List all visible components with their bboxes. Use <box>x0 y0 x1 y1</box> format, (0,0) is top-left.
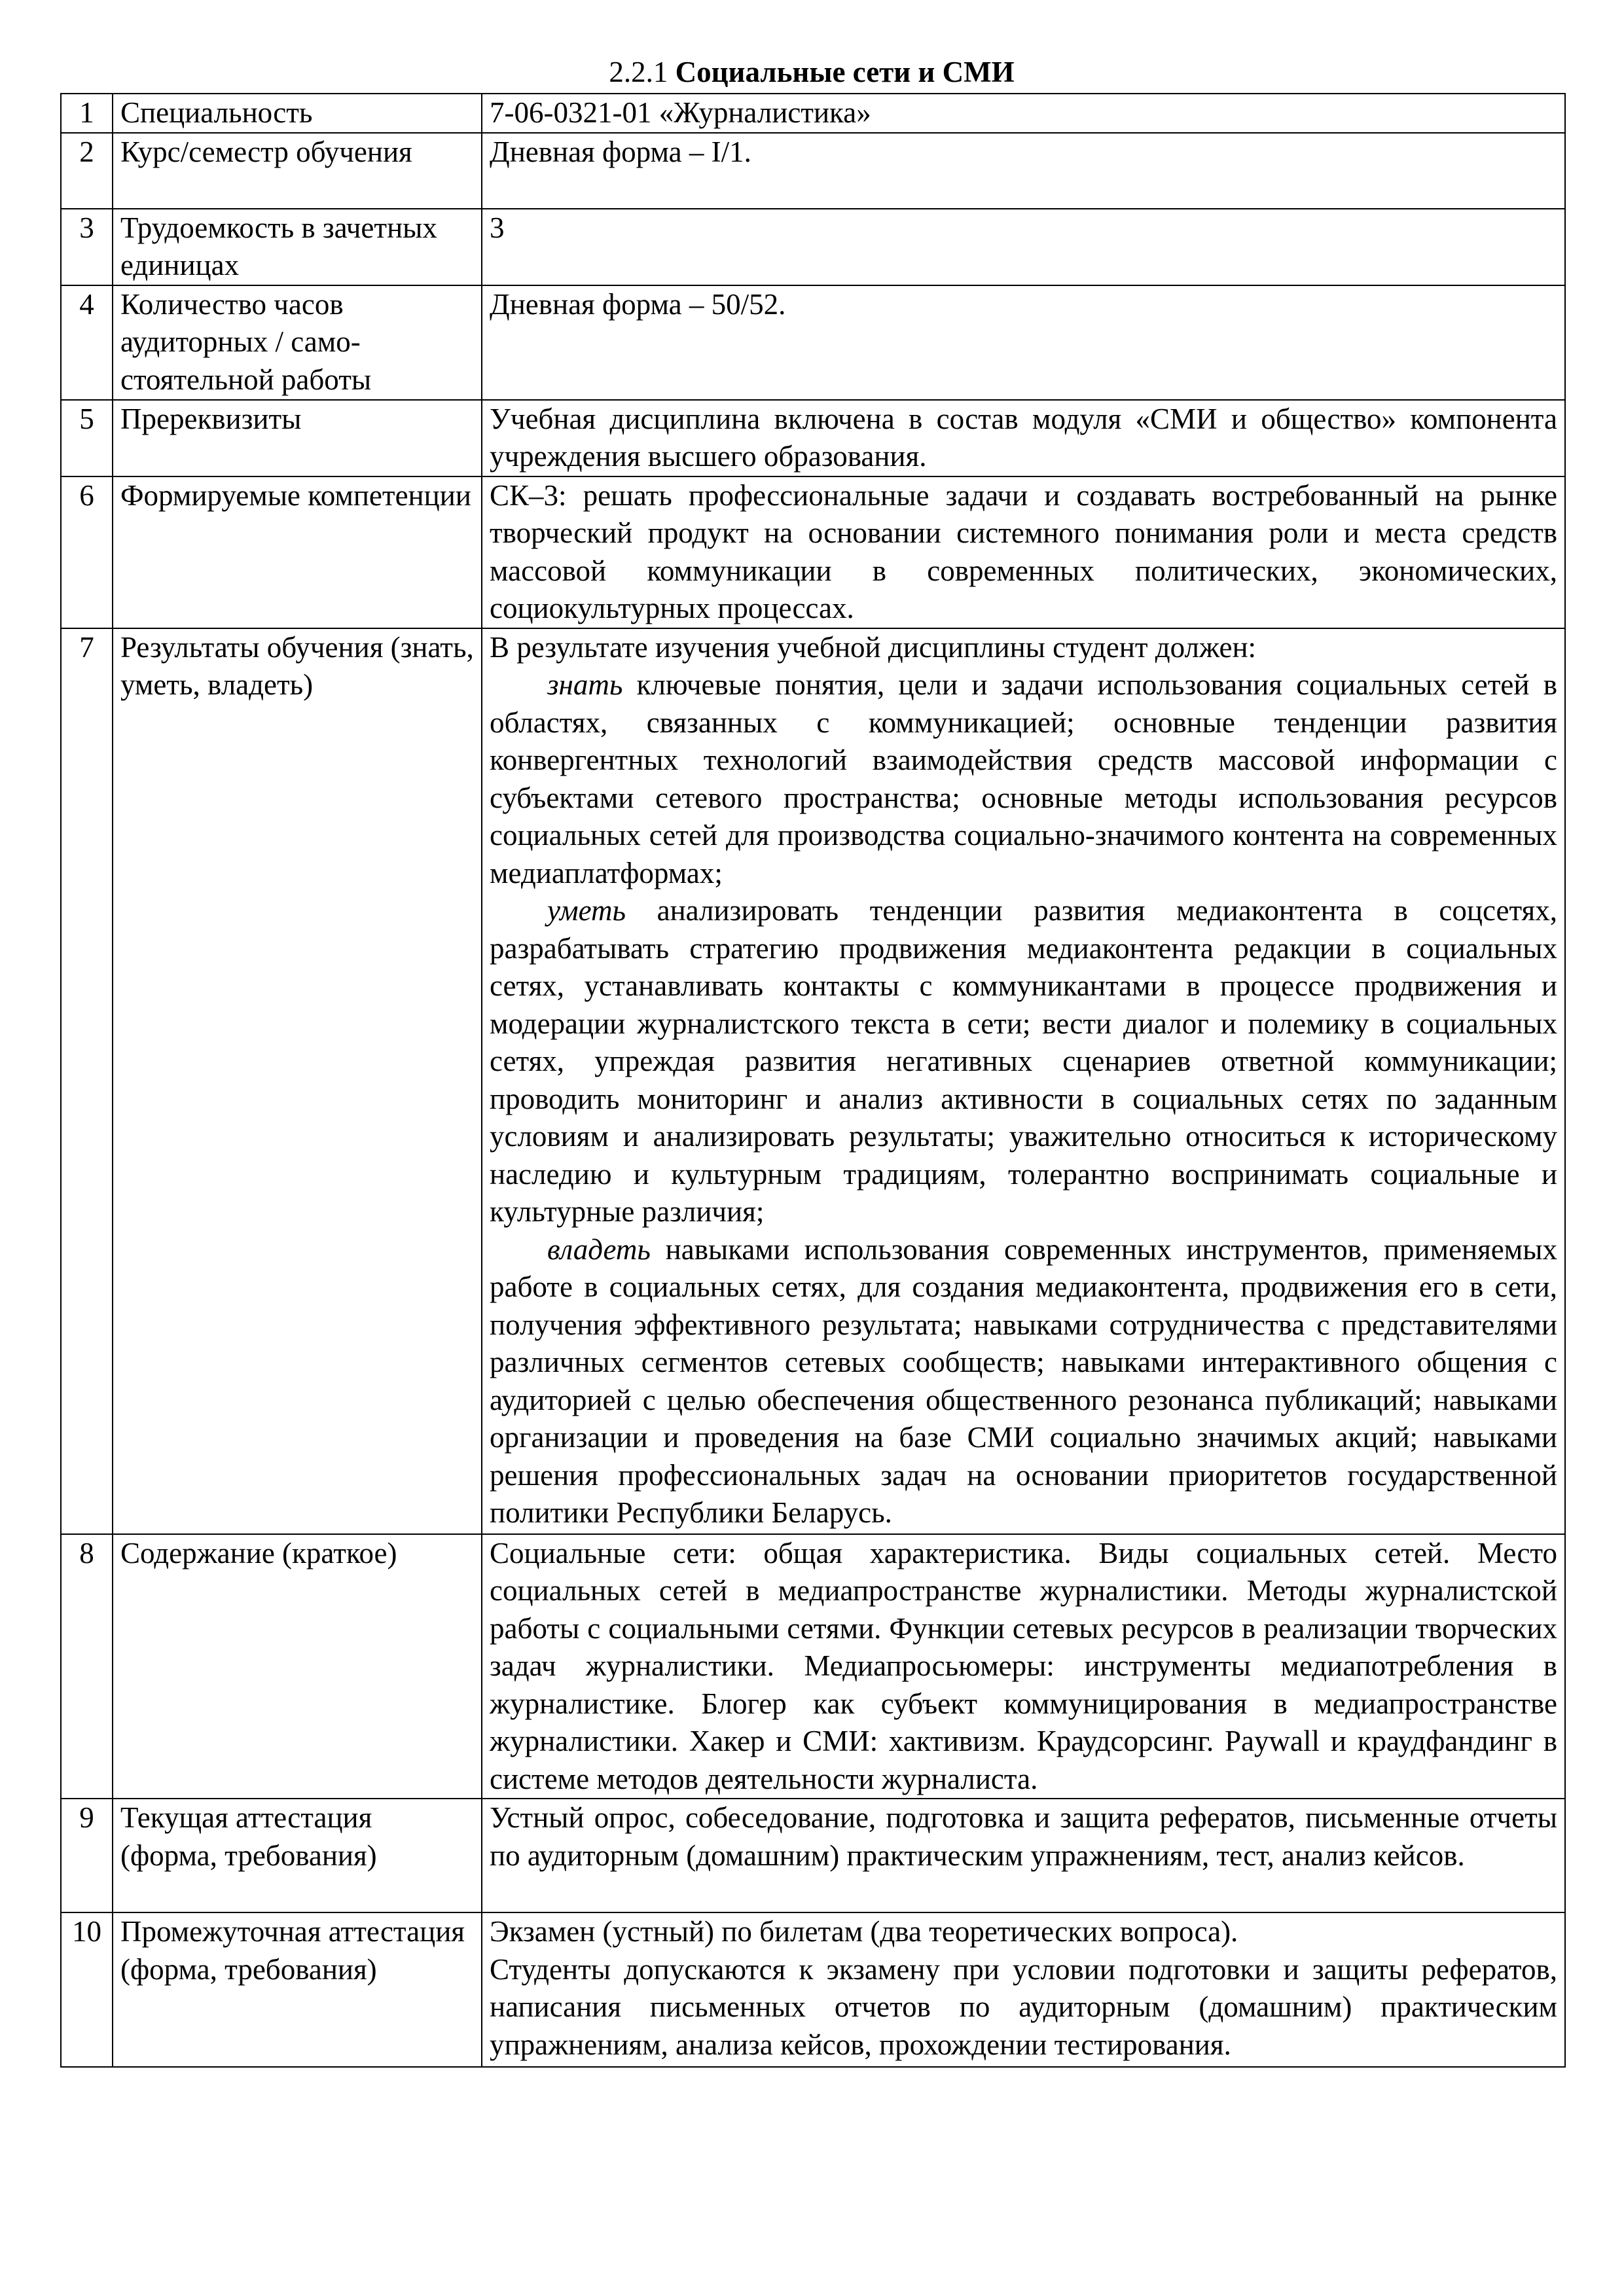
row-text: Учебная дисциплина включена в состав модуля «СМИ и общество» компонента учреждения высшего образования. <box>482 400 1565 476</box>
row-label: Специальность <box>113 94 482 133</box>
row-number: 8 <box>61 1534 113 1799</box>
table-row <box>61 628 1565 1534</box>
can-description: анализировать тенденции развития медиаконтента в соцсетях, разрабатывать стратегию продвижения медиаконтента редакции в социальных сетях, устанавливать контакты с коммуникантами в процессе продвижения и модерации журналистского текста в сети; вести диалог и полемику в социальных сетях, упреждая развития негативных сценариев ответной коммуникации; проводить мониторинг и анализ активности в социальных сетях по заданным условиям и анализировать результаты; уважительно относиться к историческому наследию и культурным традициям, толерантно воспринимать социальные и культурные различия; <box>490 894 1557 1228</box>
outcome-own <box>490 1231 1557 1532</box>
row-number: 2 <box>61 133 113 209</box>
row-text: Дневная форма – I/1. <box>482 133 1565 209</box>
table-row <box>61 209 1565 285</box>
row-text: СК–3: решать профессиональные задачи и создавать востребованный на рынке творческий продукт на основании системного понимания роли и места средств массовой коммуникации в современных политических, экономических, социокультурных процессах. <box>482 476 1565 628</box>
table-row <box>61 476 1565 628</box>
row-number: 9 <box>61 1799 113 1912</box>
term-own: владеть <box>547 1232 651 1266</box>
row-text: 7-06-0321-01 «Журналистика» <box>482 94 1565 133</box>
learning-outcomes-cell <box>482 628 1565 1534</box>
title-name: Социальные сети и СМИ <box>675 56 1015 88</box>
row-text <box>482 1912 1565 2067</box>
term-know: знать <box>547 668 623 701</box>
exam-format: Экзамен (устный) по билетам (два теоретических вопроса). <box>490 1915 1238 1948</box>
row-label: Содержание (краткое) <box>113 1534 482 1799</box>
row-text: Социальные сети: общая характеристика. Виды социальных сетей. Место социальных сетей в медиапространстве журналистики. Методы журналистской работы с социальными сетями. Функции сетевых ресурсов в реализации творческих задач журналистики. Медиапросьюмеры: инструменты медиапотребления в журналистике. Блогер как субъект коммуницирования в медиапространстве журналистики. Хакер и СМИ: хактивизм. Краудсорсинг. Paywall и краудфандинг в системе методов деятельности журналиста. <box>482 1534 1565 1799</box>
title-number: 2.2.1 <box>609 56 668 88</box>
row-label: Формируемые компетенции <box>113 476 482 628</box>
table-row <box>61 94 1565 133</box>
table-row <box>61 400 1565 476</box>
row-label: Пререквизиты <box>113 400 482 476</box>
outcome-know <box>490 666 1557 892</box>
row-number: 5 <box>61 400 113 476</box>
term-can: уметь <box>547 894 626 927</box>
outcomes-intro: В результате изучения учебной дисциплины студент должен: <box>490 630 1257 664</box>
document-title <box>59 54 1564 90</box>
row-label: Промежуточная аттестация (форма, требования) <box>113 1912 482 2067</box>
discipline-table <box>60 93 1566 2068</box>
outcome-can <box>490 892 1557 1231</box>
exam-admission: Студенты допускаются к экзамену при условии подготовки и защиты рефератов, написания письменных отчетов по аудиторным (домашним) практическим упражнениям, анализа кейсов, прохождении тестирования. <box>490 1952 1557 2061</box>
row-number: 6 <box>61 476 113 628</box>
row-label: Результаты обучения (знать, уметь, владеть) <box>113 628 482 1534</box>
table-row <box>61 133 1565 209</box>
row-text: 3 <box>482 209 1565 285</box>
row-label: Текущая аттестация (форма, требования) <box>113 1799 482 1912</box>
row-text: Дневная форма – 50/52. <box>482 285 1565 400</box>
table-row <box>61 1799 1565 1912</box>
own-description: навыками использования современных инструментов, применяемых работе в социальных сетях, для создания медиаконтента, продвижения его в сети, получения эффективного результата; навыками сотрудничества с представителями различных сегментов сетевых сообществ; навыками интерактивного общения с аудиторией с целью обеспечения общественного резонанса публикаций; навыками организации и проведения на базе СМИ социально значимых акций; навыками решения профессиональных задач на основании приоритетов государственной политики Республики Беларусь. <box>490 1232 1557 1529</box>
row-label: Трудоемкость в зачетных единицах <box>113 209 482 285</box>
row-label: Количество часов аудиторных / само-стоятельной работы <box>113 285 482 400</box>
table-row <box>61 1534 1565 1799</box>
table-row <box>61 285 1565 400</box>
know-description: ключевые понятия, цели и задачи использования социальных сетей в областях, связанных с коммуникацией; основные тенденции развития конвергентных технологий взаимодействия средств массовой информации с субъектами сетевого пространства; основные методы использования ресурсов социальных сетей для производства социально-значимого контента на современных медиаплатформах; <box>490 668 1557 889</box>
row-number: 10 <box>61 1912 113 2067</box>
row-number: 1 <box>61 94 113 133</box>
row-label: Курс/семестр обучения <box>113 133 482 209</box>
row-number: 3 <box>61 209 113 285</box>
row-number: 7 <box>61 628 113 1534</box>
row-text: Устный опрос, собеседование, подготовка и защита рефератов, письменные отчеты по аудиторным (домашним) практическим упражнениям, тест, анализ кейсов. <box>482 1799 1565 1912</box>
table-row <box>61 1912 1565 2067</box>
row-number: 4 <box>61 285 113 400</box>
